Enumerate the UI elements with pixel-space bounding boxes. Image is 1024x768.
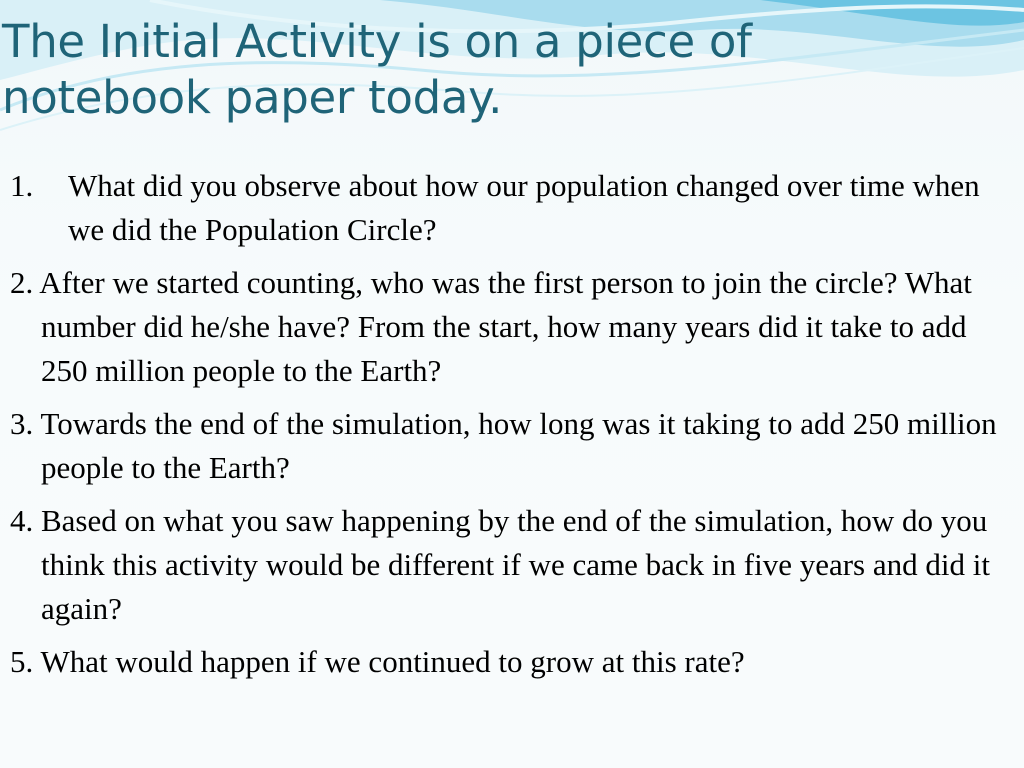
- question-number: 3.: [10, 406, 34, 441]
- title-line-2: notebook paper today.: [2, 71, 503, 124]
- question-number: 5.: [10, 644, 34, 679]
- question-item-4: [10, 499, 1014, 631]
- slide-title: [2, 14, 1002, 126]
- question-text: What did you observe about how our population changed over time when we did the Population Circle?: [68, 168, 980, 247]
- question-item-5: [10, 640, 1014, 684]
- question-number: 1.: [10, 168, 34, 203]
- question-list: [10, 164, 1014, 693]
- question-number: 4.: [10, 503, 34, 538]
- question-item-3: [10, 402, 1014, 490]
- question-text: Based on what you saw happening by the end of the simulation, how do you think this activity would be different if we came back in five years and did it again?: [41, 503, 990, 626]
- question-number: 2.: [10, 265, 34, 300]
- question-text: After we started counting, who was the first person to join the circle? What number did he/she have? From the start, how many years did it take to add 250 million people to the Earth?: [39, 265, 972, 388]
- title-line-1: The Initial Activity is on a piece of: [2, 15, 752, 68]
- question-item-1: [10, 164, 1014, 252]
- question-text: What would happen if we continued to grow at this rate?: [40, 644, 745, 679]
- question-text: Towards the end of the simulation, how long was it taking to add 250 million people to the Earth?: [40, 406, 997, 485]
- question-item-2: [10, 261, 1014, 393]
